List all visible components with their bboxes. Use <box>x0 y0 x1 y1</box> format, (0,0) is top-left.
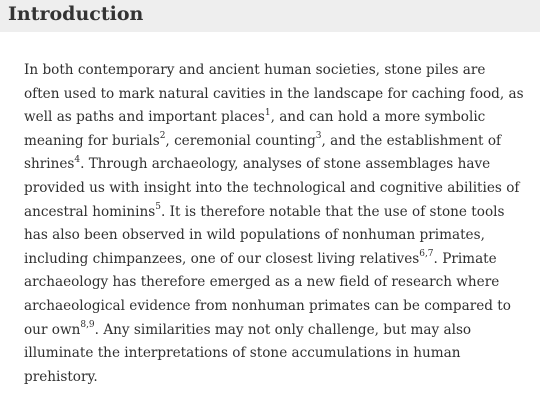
paragraph-line <box>24 271 536 295</box>
text-run: , ceremonial counting <box>165 132 316 149</box>
citation-reference[interactable]: 6,7 <box>419 249 434 260</box>
citation-reference[interactable]: 4 <box>74 154 81 165</box>
introduction-paragraph <box>24 59 536 389</box>
paragraph-line <box>24 224 536 248</box>
section-heading-bar <box>0 0 540 32</box>
text-run: illuminate the interpretations of stone accumulations in human <box>24 345 461 362</box>
text-run: including chimpanzees, one of our closest living relatives <box>24 250 420 267</box>
text-run: archaeology has therefore emerged as a new field of research where <box>24 274 500 291</box>
paragraph-line <box>24 177 536 201</box>
text-run: has also been observed in wild populations of nonhuman primates, <box>24 227 485 244</box>
text-run: In both contemporary and ancient human societies, stone piles are <box>24 62 486 78</box>
text-run: meaning for burials <box>24 132 160 149</box>
citation-reference[interactable]: 3 <box>315 131 322 142</box>
paragraph-line <box>24 201 536 225</box>
text-run: our own <box>24 321 81 338</box>
text-run: ancestral hominins <box>24 203 156 220</box>
paragraph-line <box>24 83 536 107</box>
text-run: . Through archaeology, analyses of stone assemblages have <box>80 156 491 173</box>
paragraph-line <box>24 366 536 390</box>
paragraph-line <box>24 319 536 343</box>
text-run: provided us with insight into the technological and cognitive abilities of <box>24 179 520 196</box>
citation-reference[interactable]: 8,9 <box>80 320 95 330</box>
paragraph-line <box>24 59 536 83</box>
paragraph-line <box>24 295 536 319</box>
text-run: prehistory. <box>24 368 98 385</box>
text-run: . Primate <box>433 250 497 267</box>
paragraph-line <box>24 153 536 177</box>
text-run: archaeological evidence from nonhuman primates can be compared to <box>24 297 511 314</box>
citation-reference[interactable]: 1 <box>264 107 271 118</box>
paragraph-line <box>24 130 536 154</box>
text-run: , and can hold a more symbolic <box>270 109 486 126</box>
text-run: . Any similarities may not only challenge, but may also <box>94 321 472 338</box>
text-run: often used to mark natural cavities in the landscape for caching food, as <box>24 85 524 102</box>
section-heading: Introduction <box>8 3 144 25</box>
text-run: . It is therefore notable that the use of stone tools <box>160 203 505 220</box>
citation-reference[interactable]: 2 <box>159 131 166 142</box>
paragraph-line <box>24 342 536 366</box>
paragraph-line <box>24 106 536 130</box>
citation-reference[interactable]: 5 <box>155 202 161 213</box>
text-run: shrines <box>24 156 75 173</box>
text-run: well as paths and important places <box>24 109 265 126</box>
text-run: , and the establishment of <box>321 132 502 149</box>
paragraph-line <box>24 248 536 272</box>
